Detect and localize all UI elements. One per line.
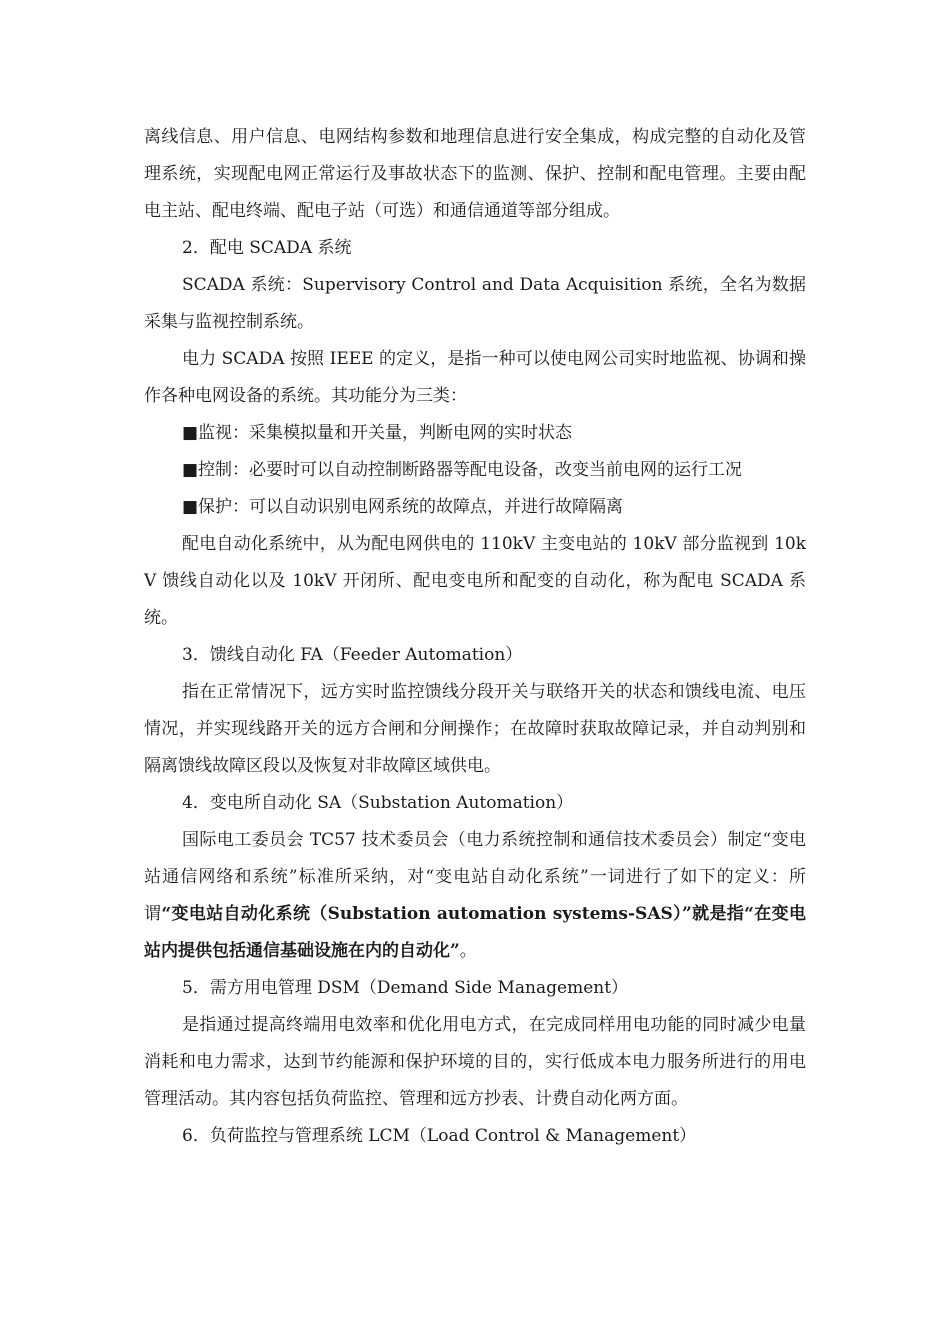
heading-5-dsm: 5．需方用电管理 DSM（Demand Side Management） xyxy=(182,978,629,998)
heading-6-lcm: 6．负荷监控与管理系统 LCM（Load Control & Management） xyxy=(182,1126,697,1146)
heading-2-scada: 2．配电 SCADA 系统 xyxy=(182,238,352,258)
paragraph-sa-bold-definition: “变电站自动化系统（Substation automation systems-SAS）”就是指“在变电站内提供包括通信基础设施在内的自动化” xyxy=(144,904,806,961)
paragraph-scada-ieee: 电力 SCADA 按照 IEEE 的定义，是指一种可以使电网公司实时地监视、协调和操作各种电网设备的系统。其功能分为三类： xyxy=(144,349,806,406)
bullet-monitor: ■监视：采集模拟量和开关量，判断电网的实时状态 xyxy=(182,423,573,443)
bullet-control: ■控制：必要时可以自动控制断路器等配电设备，改变当前电网的运行工况 xyxy=(182,460,743,480)
paragraph-distribution-scada: 配电自动化系统中，从为配电网供电的 110kV 主变电站的 10kV 部分监视到 10kV 馈线自动化以及 10kV 开闭所、配电变电所和配变的自动化，称为配电 SCADA 系统。 xyxy=(144,534,806,628)
paragraph-continuation: 离线信息、用户信息、电网结构参数和地理信息进行安全集成，构成完整的自动化及管理系统，实现配电网正常运行及事故状态下的监测、保护、控制和配电管理。主要由配电主站、配电终端、配电子站（可选）和通信通道等部分组成。 xyxy=(144,127,806,221)
heading-3-fa: 3．馈线自动化 FA（Feeder Automation） xyxy=(182,645,523,665)
bullet-protect: ■保护：可以自动识别电网系统的故障点，并进行故障隔离 xyxy=(182,497,624,517)
heading-4-sa: 4．变电所自动化 SA（Substation Automation） xyxy=(182,793,574,813)
paragraph-sa xyxy=(144,822,806,970)
document-body xyxy=(144,119,806,1155)
paragraph-fa: 指在正常情况下，远方实时监控馈线分段开关与联络开关的状态和馈线电流、电压情况，并实现线路开关的远方合闸和分闸操作；在故障时获取故障记录，并自动判别和隔离馈线故障区段以及恢复对非故障区域供电。 xyxy=(144,682,806,776)
paragraph-dsm: 是指通过提高终端用电效率和优化用电方式，在完成同样用电功能的同时减少电量消耗和电力需求，达到节约能源和保护环境的目的，实行低成本电力服务所进行的用电管理活动。其内容包括负荷监控、管理和远方抄表、计费自动化两方面。 xyxy=(144,1015,806,1109)
paragraph-sa-end: 。 xyxy=(459,941,477,961)
paragraph-sa-text: 国际电工委员会 TC57 技术委员会（电力系统控制和通信技术委员会）制定“变电站通信网络和系统”标准所采纳，对“变电站自动化系统”一词进行了如下的定义：所谓 xyxy=(144,830,806,924)
paragraph-scada-definition: SCADA 系统：Supervisory Control and Data Acquisition 系统，全名为数据采集与监视控制系统。 xyxy=(144,275,806,332)
